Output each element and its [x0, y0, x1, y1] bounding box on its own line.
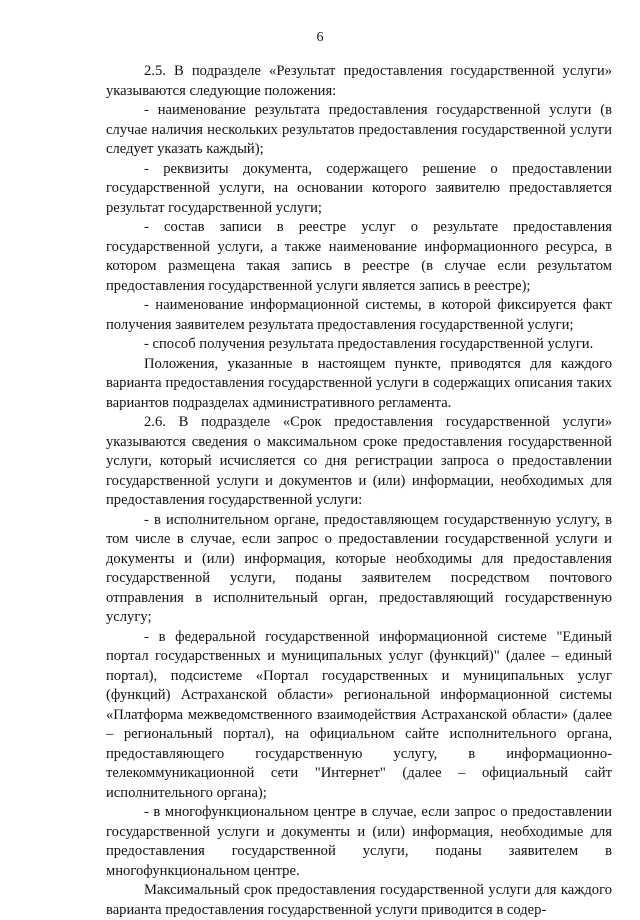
paragraph-2-5: 2.5. В подразделе «Результат предоставления государственной услуги» указываются следующие положения: — [106, 63, 612, 99]
list-item-registry-record: - состав записи в реестре услуг о результате предоставления государственной услуги, а также наименование информационного ресурса, в котором размещена такая запись в реестре (в случае если результатом предоставления государственной услуги является запись в реестре); — [106, 219, 612, 294]
list-item-result-name: - наименование результата предоставления государственной услуги (в случае наличия нескольких результатов предоставления государственной услуги следует указать каждый); — [106, 102, 612, 157]
list-item-information-system: - наименование информационной системы, в которой фиксируется факт получения заявителем результата предоставления государственной услуги; — [106, 297, 612, 333]
list-item-receipt-method: - способ получения результата предоставления государственной услуги. — [144, 336, 594, 352]
list-item-mfc: - в многофункциональном центре в случае, если запрос о предоставлении государственной услуги и документы и (или) информация, необходимые для предоставления государственной услуги, поданы заявителем в многофункциональном центре. — [106, 804, 612, 879]
document-body — [106, 62, 612, 920]
list-item-document-details: - реквизиты документа, содержащего решение о предоставлении государственной услуги, на основании которого заявителю предоставляется результат государственной услуги; — [106, 160, 612, 216]
page-number: 6 — [316, 30, 324, 45]
list-item-executive-body: - в исполнительном органе, предоставляющем государственную услугу, в том числе в случае, если запрос о предоставлении государственной услуги и документы и (или) информация, которые необходимы для предоставления государственной услуги, поданы заявителем посредством почтового отправления в исполнительный орган, предоставляющий государственную услугу; — [106, 511, 612, 625]
paragraph-2-6: 2.6. В подразделе «Срок предоставления государственной услуги» указываются сведения о максимальном сроке предоставления государственной услуги, который исчисляется со дня регистрации запроса о предоставлении государственной услуги и документов и (или) информации, необходимых для предоставления государственной услуги: — [106, 414, 612, 508]
list-item-portal: - в федеральной государственной информационной системе "Единый портал государственных и муниципальных услуг (функций)" (далее – единый портал), подсистеме «Портал государственных и муниципальных услуг (функций) Астраханской области» региональной информационной системы «Платформа межведомственного взаимодействия Астраханской области» (далее – региональный портал), на официальном сайте исполнительного органа, предоставляющего государственную услугу, в информационно-телекоммуникационной сети "Интернет" (далее – официальный сайт исполнительного органа); — [106, 628, 612, 801]
paragraph-provisions: Положения, указанные в настоящем пункте, приводятся для каждого варианта предоставления государственной услуги в содержащих описания таких вариантов подразделах административного регламента. — [106, 355, 612, 411]
paragraph-max-term: Максимальный срок предоставления государственной услуги для каждого варианта предоставления государственной услуги приводится в содер- — [106, 882, 612, 918]
